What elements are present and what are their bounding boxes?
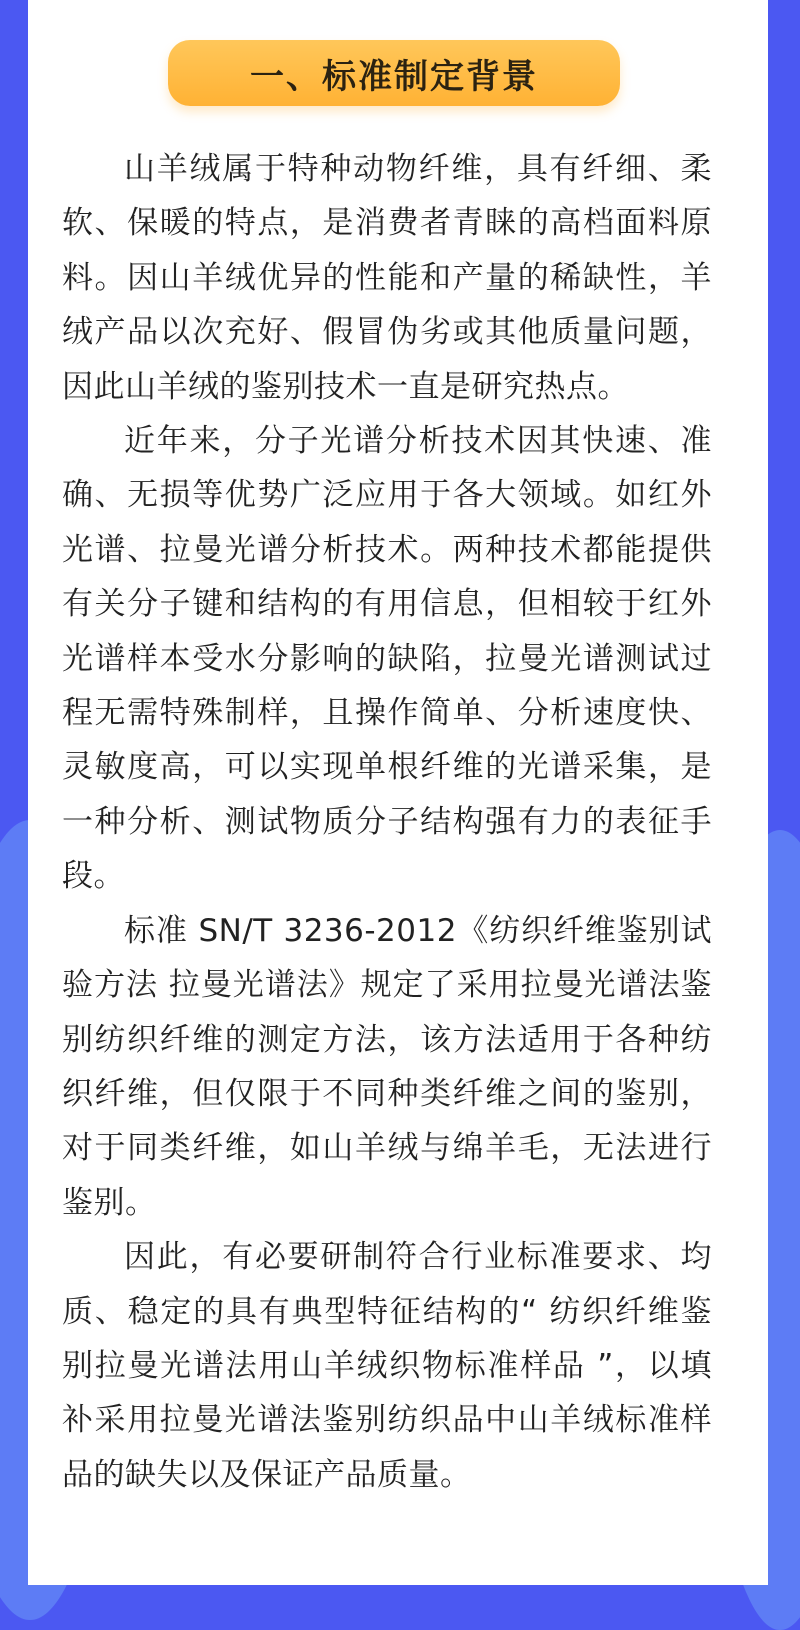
paragraph-background: 山羊绒属于特种动物纤维，具有纤细、柔软、保暖的特点，是消费者青睐的高档面料原料。因山羊绒优异的性能和产量的稀缺性，羊绒产品以次充好、假冒伪劣或其他质量问题，因此山羊绒的鉴别技术一直是研究热点。 bbox=[62, 151, 712, 405]
section-title: 一、标准制定背景 bbox=[250, 56, 538, 97]
paragraph-conclusion: 因此，有必要研制符合行业标准要求、均质、稳定的具有典型特征结构的“ 纺织纤维鉴别拉曼光谱法用山羊绒织物标准样品 ”，以填补采用拉曼光谱法鉴别纺织品中山羊绒标准样品的缺失以及保证产品质量。 bbox=[62, 1239, 712, 1493]
paragraph-spectroscopy: 近年来，分子光谱分析技术因其快速、准确、无损等优势广泛应用于各大领域。如红外光谱、拉曼光谱分析技术。两种技术都能提供有关分子键和结构的有用信息，但相较于红外光谱样本受水分影响的缺陷，拉曼光谱测试过程无需特殊制样，且操作简单、分析速度快、灵敏度高，可以实现单根纤维的光谱采集，是一种分析、测试物质分子结构强有力的表征手段。 bbox=[62, 423, 712, 895]
section-header-badge bbox=[168, 40, 620, 106]
article-body bbox=[62, 142, 712, 1502]
paragraph-standard: 标准 SN/T 3236-2012《纺织纤维鉴别试验方法 拉曼光谱法》规定了采用拉曼光谱法鉴别纺织纤维的测定方法，该方法适用于各种纺织纤维，但仅限于不同种类纤维之间的鉴别，对于同类纤维，如山羊绒与绵羊毛，无法进行鉴别。 bbox=[62, 912, 712, 1221]
content-panel bbox=[28, 0, 768, 1585]
